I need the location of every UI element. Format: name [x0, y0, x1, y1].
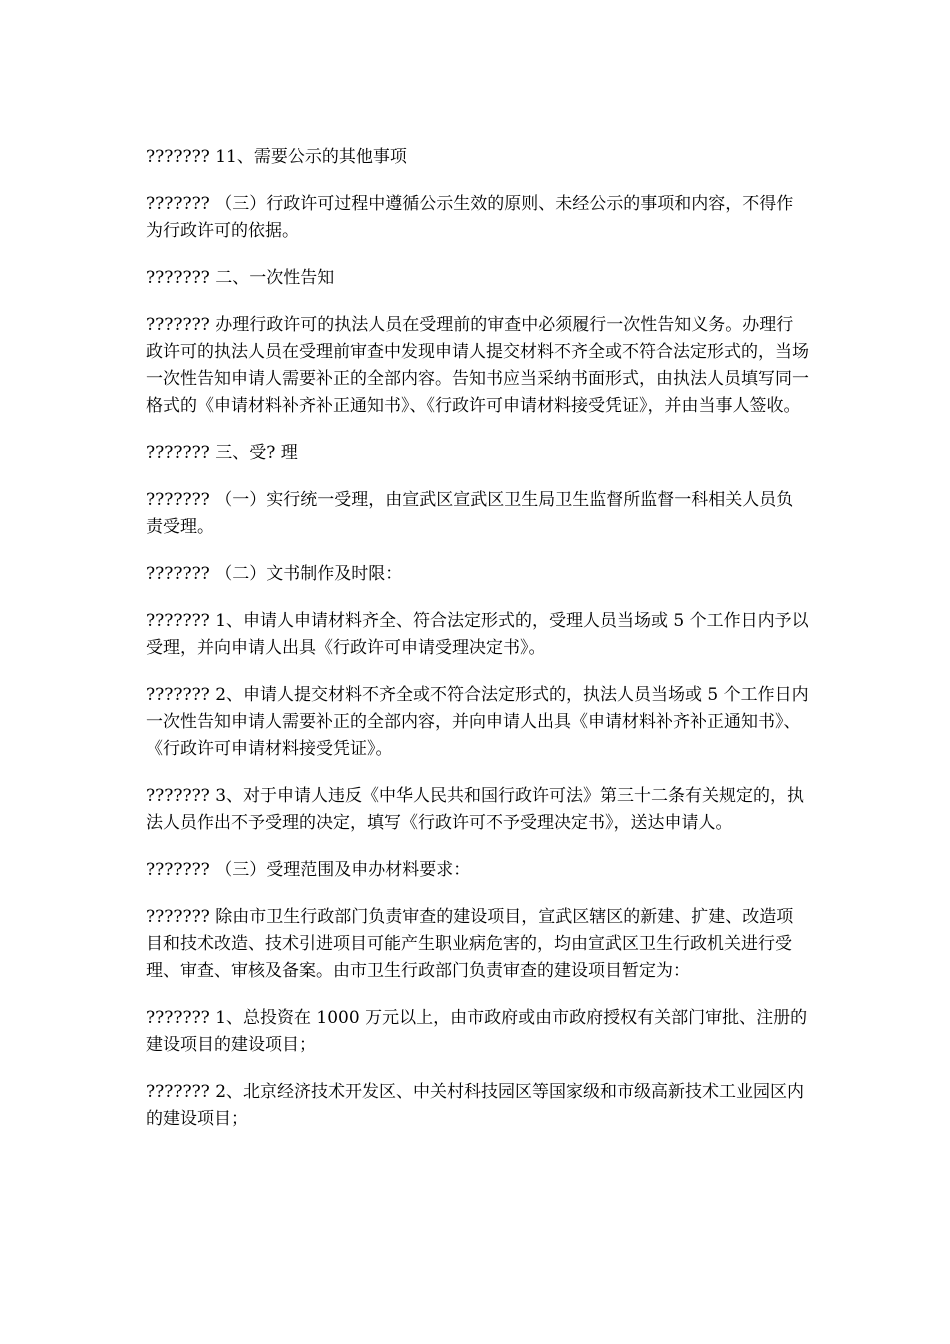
paragraph: ??????? 2、申请人提交材料不齐全或不符合法定形式的，执法人员当场或 5 个工作日内一次性告知申请人需要补正的全部内容，并向申请人出具《申请材料补齐补正通知书》、《行政许可申请材料接受凭证》。 — [146, 685, 809, 759]
paragraph: ??????? 2、北京经济技术开发区、中关村科技园区等国家级和市级高新技术工业园区内的建设项目； — [146, 1082, 805, 1129]
section-heading: ??????? 三、受? 理 — [146, 443, 298, 463]
paragraph: ??????? 11、需要公示的其他事项 — [146, 147, 407, 167]
document-body — [146, 144, 810, 1153]
paragraph: ??????? 办理行政许可的执法人员在受理前的审查中必须履行一次性告知义务。办理行政许可的执法人员在受理前审查中发现申请人提交材料不齐全或不符合法定形式的，当场一次性告知申请人需要补正的全部内容。告知书应当采纳书面形式，由执法人员填写同一格式的《申请材料补齐补正通知书》、《行政许可申请材料接受凭证》，并由当事人签收。 — [146, 315, 809, 416]
paragraph: ??????? 3、对于申请人违反《中华人民共和国行政许可法》第三十二条有关规定的，执法人员作出不予受理的决定，填写《行政许可不予受理决定书》，送达申请人。 — [146, 786, 805, 833]
section-heading: ??????? 二、一次性告知 — [146, 268, 335, 288]
paragraph: ??????? 1、申请人申请材料齐全、符合法定形式的，受理人员当场或 5 个工作日内予以受理，并向申请人出具《行政许可申请受理决定书》。 — [146, 611, 809, 658]
subsection-heading: ??????? （三）受理范围及申办材料要求： — [146, 860, 471, 880]
paragraph: ??????? （三）行政许可过程中遵循公示生效的原则、未经公示的事项和内容，不得作为行政许可的依据。 — [146, 194, 794, 241]
paragraph: ??????? 除由市卫生行政部门负责审查的建设项目，宣武区辖区的新建、扩建、改造项目和技术改造、技术引进项目可能产生职业病危害的，均由宣武区卫生行政机关进行受理、审查、审核及备案。由市卫生行政部门负责审查的建设项目暂定为： — [146, 907, 794, 981]
paragraph: ??????? （一）实行统一受理，由宣武区宣武区卫生局卫生监督所监督一科相关人员负责受理。 — [146, 490, 794, 537]
subsection-heading: ??????? （二）文书制作及时限： — [146, 564, 403, 584]
paragraph: ??????? 1、总投资在 1000 万元以上，由市政府或由市政府授权有关部门审批、注册的建设项目的建设项目； — [146, 1008, 808, 1055]
